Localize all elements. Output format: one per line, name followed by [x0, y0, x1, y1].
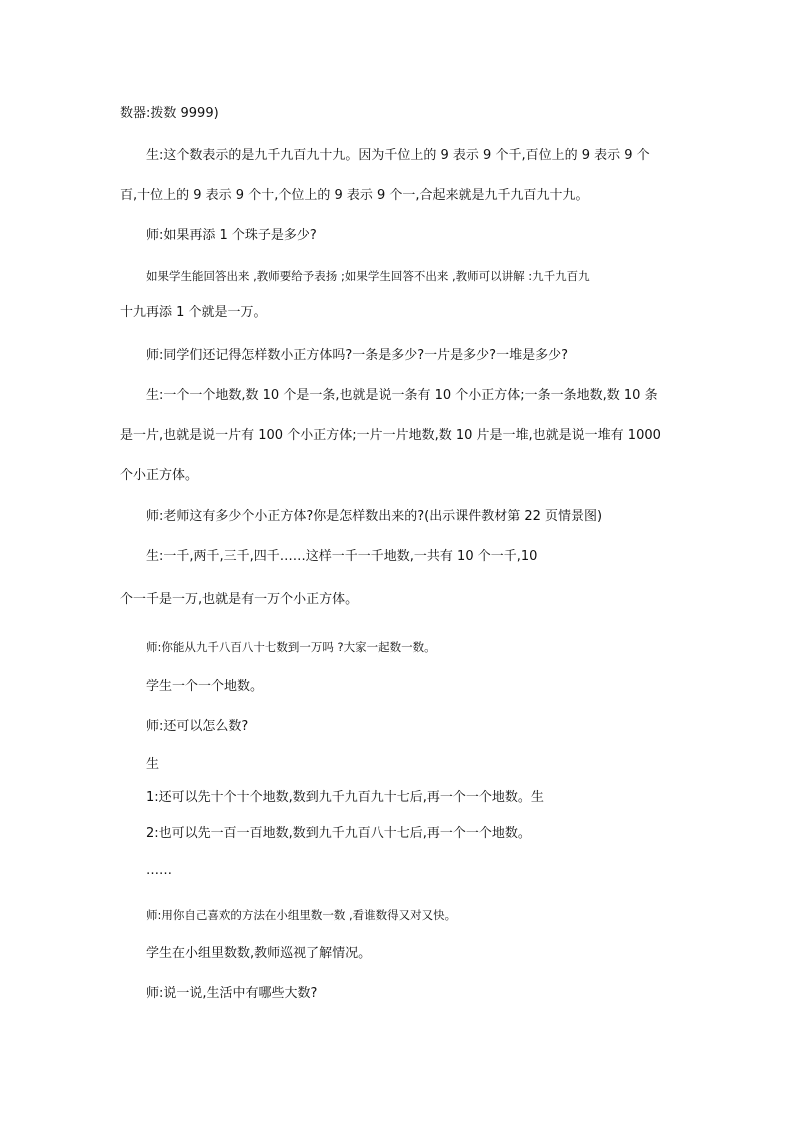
- text-line: 师:说一说,生活中有哪些大数?: [146, 986, 318, 1001]
- text-line: 个一千是一万,也就是有一万个小正方体。: [120, 592, 359, 607]
- text-line: 生:一个一个地数,数 10 个是一条,也就是说一条有 10 个小正方体;一条一条地数,数 10 条: [146, 388, 658, 403]
- text-line: 十九再添 1 个就是一万。: [120, 305, 267, 320]
- text-line: 师:还可以怎么数?: [146, 719, 249, 734]
- text-line: 学生在小组里数数,教师巡视了解情况。: [146, 946, 372, 961]
- text-line: 师:同学们还记得怎样数小正方体吗?一条是多少?一片是多少?一堆是多少?: [146, 348, 568, 363]
- text-line: 数器:拨数 9999): [120, 106, 219, 121]
- text-line: 1:还可以先十个十个地数,数到九千九百九十七后,再一个一个地数。生: [146, 790, 544, 805]
- text-line: ……: [146, 863, 172, 878]
- text-line: 师:如果再添 1 个珠子是多少?: [146, 228, 317, 243]
- text-line: 2:也可以先一百一百地数,数到九千九百八十七后,再一个一个地数。: [146, 826, 531, 841]
- text-line: 百,十位上的 9 表示 9 个十,个位上的 9 表示 9 个一,合起来就是九千九百九十九。: [120, 188, 589, 203]
- text-line: 个小正方体。: [120, 468, 199, 483]
- text-line: 师:老师这有多少个小正方体?你是怎样数出来的?(出示课件教材第 22 页情景图): [146, 509, 603, 524]
- text-line: 是一片,也就是说一片有 100 个小正方体;一片一片地数,数 10 片是一堆,也就是说一堆有 1000: [120, 428, 661, 443]
- text-line: 学生一个一个地数。: [146, 679, 264, 694]
- text-line: 生: [146, 757, 160, 772]
- text-line: 师:你能从九千八百八十七数到一万吗 ?大家一起数一数。: [146, 640, 436, 654]
- text-line: 生:这个数表示的是九千九百九十九。因为千位上的 9 表示 9 个千,百位上的 9 表示 9 个: [146, 148, 650, 163]
- text-line: 如果学生能回答出来 ,教师要给予表扬 ;如果学生回答不出来 ,教师可以讲解 :九千九百九: [146, 269, 590, 283]
- text-line: 师:用你自己喜欢的方法在小组里数一数 ,看谁数得又对又快。: [146, 908, 457, 922]
- text-line: 生:一千,两千,三千,四千……这样一千一千地数,一共有 10 个一千,10: [146, 549, 538, 564]
